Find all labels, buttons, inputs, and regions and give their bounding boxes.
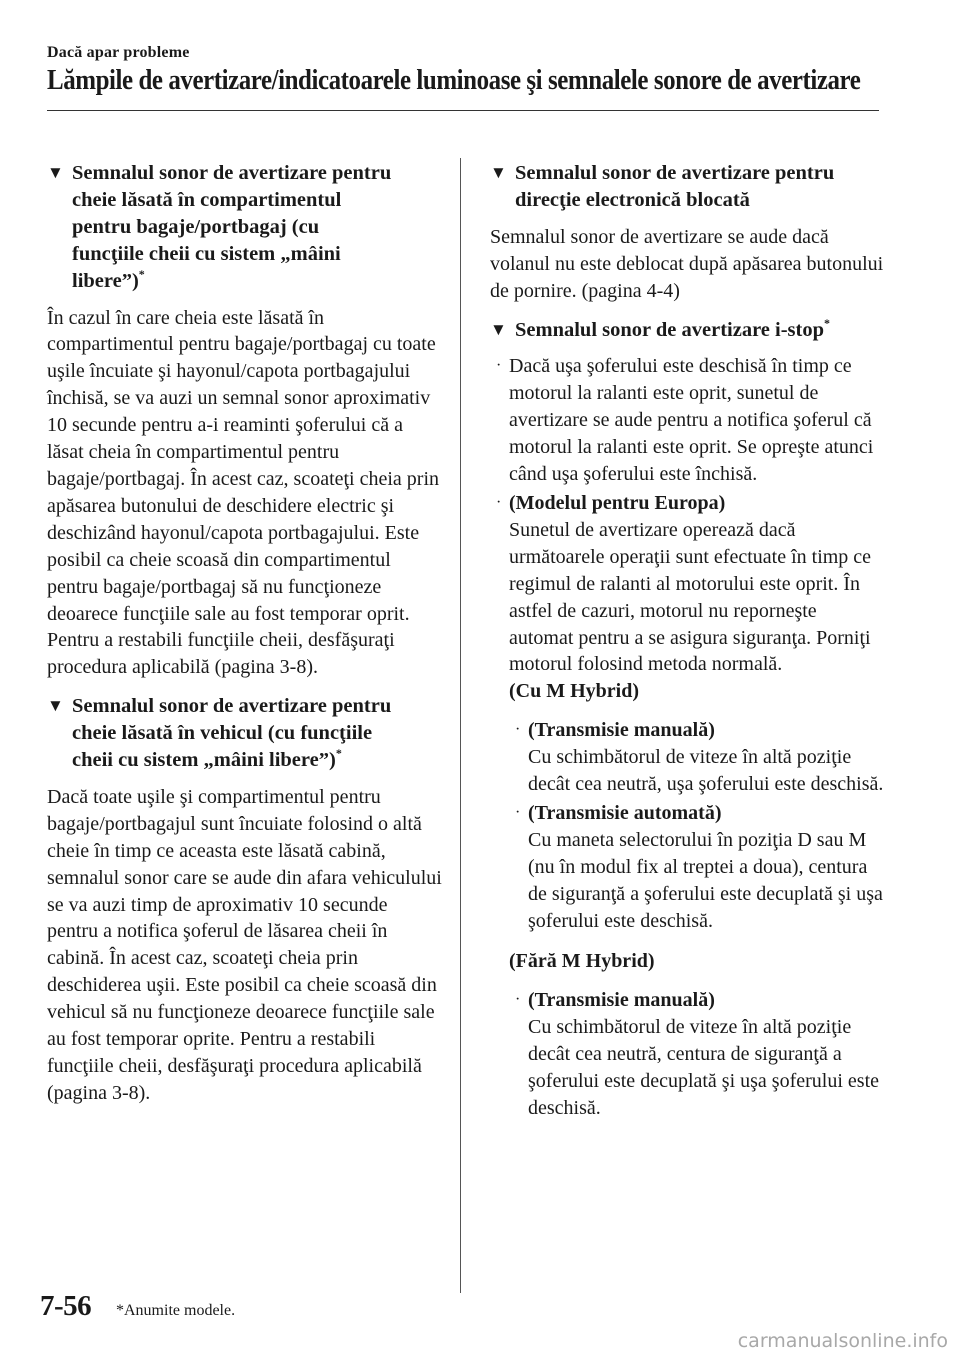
bullet-dot-icon: · [515,803,521,821]
chapter-title: Lămpile de avertizare/indicatoarele luminoase şi semnalele sonore de avertizare [47,64,861,96]
section-heading-key-in-vehicle: ▼ Semnalul sonor de avertizare pentru cheie lăsată în vehicul (cu funcţiile cheii cu sistem „mâini libere”)* [47,695,392,772]
list-item: · Dacă uşa şoferului este deschisă în timp ce motorul la ralanti este oprit, sunetul de avertizare se aude pentru a notifica şoferul că motorul la ralanti este oprit. Se opreşte atunci când uşa şoferului este închisă. [496,355,874,486]
right-column [490,160,885,1124]
subheading-with-hybrid: (Cu M Hybrid) [509,680,639,703]
left-column [47,160,442,1119]
footnote-mark: * [824,315,831,330]
triangle-bullet-icon: ▼ [47,163,64,182]
paragraph-key-in-vehicle: Dacă toate uşile şi compartimentul pentru bagaje/portbagajul sunt încuiate folosind o altă cheie în timp ce aceasta este lăsată cabină, semnalul sonor care se aude din afara vehiculului se va auzi timp de aproximativ 10 secunde pentru a notifica şoferul de lăsarea cheii în cabină. În acest caz, scoateţi cheia prin deschiderea uşii. Este posibil ca cheie scoasă din vehicul să nu funcţioneze deoarece funcţiile sale au fost temporar oprite. Pentru a restabili funcţiile cheii, desfăşuraţi procedura aplicabilă (pagina 3-8). [47,785,442,1104]
watermark: carmanualsonline.info [737,1330,948,1352]
paragraph-steering-lock: Semnalul sonor de avertizare se aude dacă volanul nu este deblocat după apăsarea butonului de pornire. (pagina 4-4) [490,225,884,302]
triangle-bullet-icon: ▼ [490,319,507,339]
section-heading-i-stop: ▼ Semnalul sonor de avertizare i-stop* [490,317,885,344]
section-heading-steering-lock: ▼ Semnalul sonor de avertizare pentru direcţie electronică blocată [490,162,835,211]
bullet-dot-icon: · [496,357,502,375]
section-heading-key-in-trunk: ▼ Semnalul sonor de avertizare pentru cheie lăsată în compartimentul pentru bagaje/portbagaj (cu funcţiile cheii cu sistem „mâini libere”)* [47,162,392,292]
bullet-dot-icon: · [515,721,521,739]
list-item: · (Transmisie automată) Cu maneta selectorului în poziţia D sau M (nu în modul fix al treptei a doua), centura de siguranţă a şoferului este decuplată şi uşa şoferului este deschisă. [515,801,883,932]
page-number: 7-56 [40,1290,92,1322]
footnote-mark: * [138,266,145,281]
header-rule [47,110,879,111]
list-item: · (Transmisie manuală) Cu schimbătorul de viteze în altă poziţie decât cea neutră, uşa şoferului este deschisă. [515,719,884,796]
subheading-without-hybrid: (Fără M Hybrid) [509,950,655,973]
bullet-dot-icon: · [515,991,521,1009]
footnote: *Anumite modele. [116,1302,236,1319]
list-item: · (Transmisie manuală) Cu schimbătorul de viteze în altă poziţie decât cea neutră, centura de siguranţă a şoferului este decuplată şi uşa şoferului este deschisă. [515,989,879,1119]
bullet-dot-icon: · [496,493,502,511]
sub-list-without-hybrid [490,987,885,1122]
section-label: Dacă apar probleme [47,44,190,61]
column-divider [460,158,461,1293]
triangle-bullet-icon: ▼ [47,696,64,716]
triangle-bullet-icon: ▼ [490,163,507,182]
sub-list-with-hybrid [490,717,885,934]
footnote-mark: * [335,746,342,761]
paragraph-key-in-trunk: În cazul în care cheia este lăsată în compartimentul pentru bagaje/portbagaj cu toate uşile încuiate şi hayonul/capota portbagajului închisă, se va auzi un semnal sonor aproximativ 10 secunde pentru a-i reaminti şoferului că a lăsat cheia în compartimentul pentru bagaje/portbagaj. În acest caz, scoateţi cheia prin apăsarea butonului de deschidere electric şi deschizând hayonul/capota portbagajului. Este posibil ca cheie scoasă din compartimentul pentru bagaje/portbagaj să nu funcţioneze deoarece funcţiile sale au fost temporar oprit. Pentru a restabili funcţiile cheii, desfăşuraţi procedura aplicabilă (pagina 3-8). [47,306,440,679]
list-item: · (Modelul pentru Europa) Sunetul de avertizare operează dacă următoarele operaţii sunt efectuate în timp ce regimul de ralanti al motorului este oprit. În astfel de cazuri, motorul nu reporneşte automat pentru a se asigura siguranţa. Porniţi motorul folosind metoda normală. (Cu M Hybrid) [496,491,872,703]
